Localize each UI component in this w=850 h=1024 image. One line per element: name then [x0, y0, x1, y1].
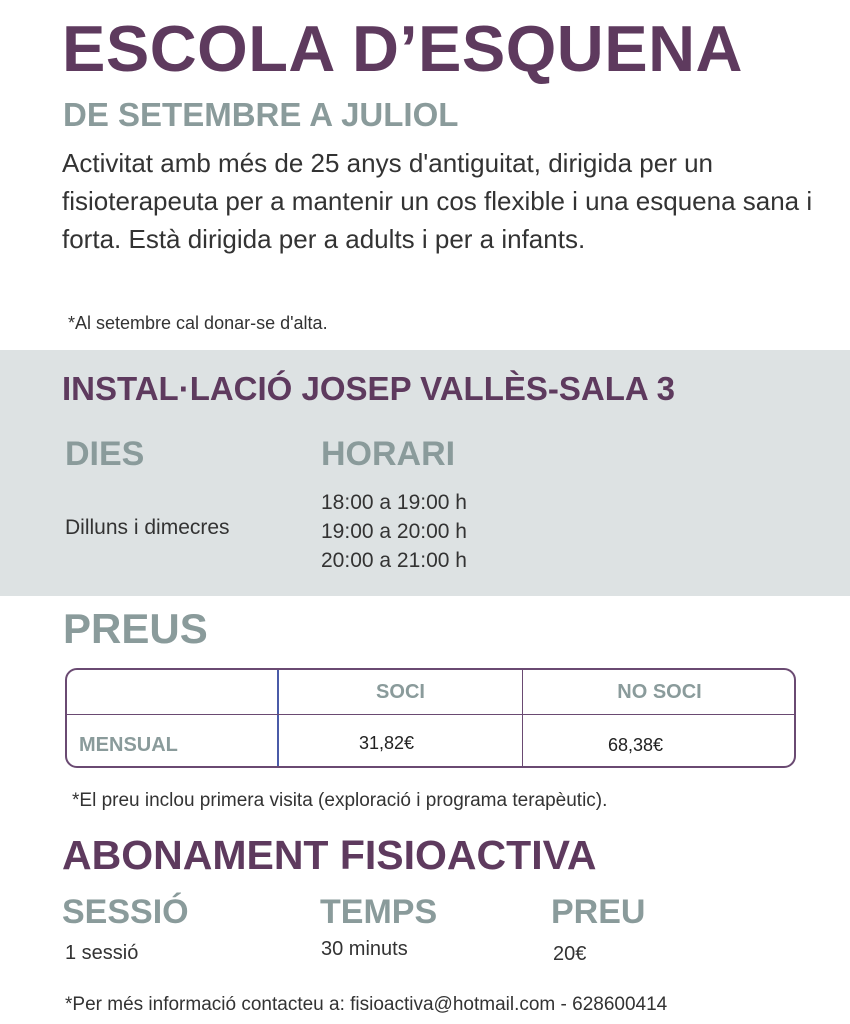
pass-heading: ABONAMENT FISIOACTIVA: [62, 832, 597, 878]
schedule-heading: HORARI: [321, 435, 456, 473]
time-heading: TEMPS: [320, 893, 438, 931]
schedule-slot: 19:00 a 20:00 h: [321, 520, 467, 543]
price-non-member: 68,38€: [608, 735, 664, 755]
row-label-monthly: MENSUAL: [79, 734, 178, 756]
season-subtitle: DE SETEMBRE A JULIOL: [63, 96, 459, 133]
column-header-non-member: NO SOCI: [617, 681, 702, 703]
days-value: Dilluns i dimecres: [65, 516, 230, 539]
registration-note: *Al setembre cal donar-se d'alta.: [68, 313, 328, 333]
time-value: 30 minuts: [321, 938, 408, 960]
price-heading: PREU: [551, 893, 646, 931]
schedule-slot: 18:00 a 19:00 h: [321, 491, 467, 514]
page-title: ESCOLA D’ESQUENA: [62, 12, 743, 85]
price-value: 20€: [553, 943, 587, 965]
intro-paragraph: Activitat amb més de 25 anys d'antiguitat, dirigida per un fisioterapeuta per a mantenir un cos flexible i una esquena sana i forta. Està dirigida per a adults i per a infants.: [62, 148, 813, 254]
prices-heading: PREUS: [63, 605, 208, 652]
price-table: [65, 668, 796, 768]
price-member: 31,82€: [359, 733, 415, 753]
column-header-member: SOCI: [376, 681, 425, 703]
table-divider: [67, 714, 794, 715]
contact-info: *Per més informació contacteu a: fisioactiva@hotmail.com - 628600414: [65, 994, 668, 1015]
session-heading: SESSIÓ: [62, 893, 189, 931]
session-value: 1 sessió: [65, 942, 139, 964]
days-heading: DIES: [65, 435, 145, 473]
price-note: *El preu inclou primera visita (exploració i programa terapèutic).: [72, 790, 608, 811]
schedule-slot: 20:00 a 21:00 h: [321, 549, 467, 572]
venue-title: INSTAL·LACIÓ JOSEP VALLÈS-SALA 3: [62, 370, 675, 407]
schedule-list: [321, 488, 467, 575]
